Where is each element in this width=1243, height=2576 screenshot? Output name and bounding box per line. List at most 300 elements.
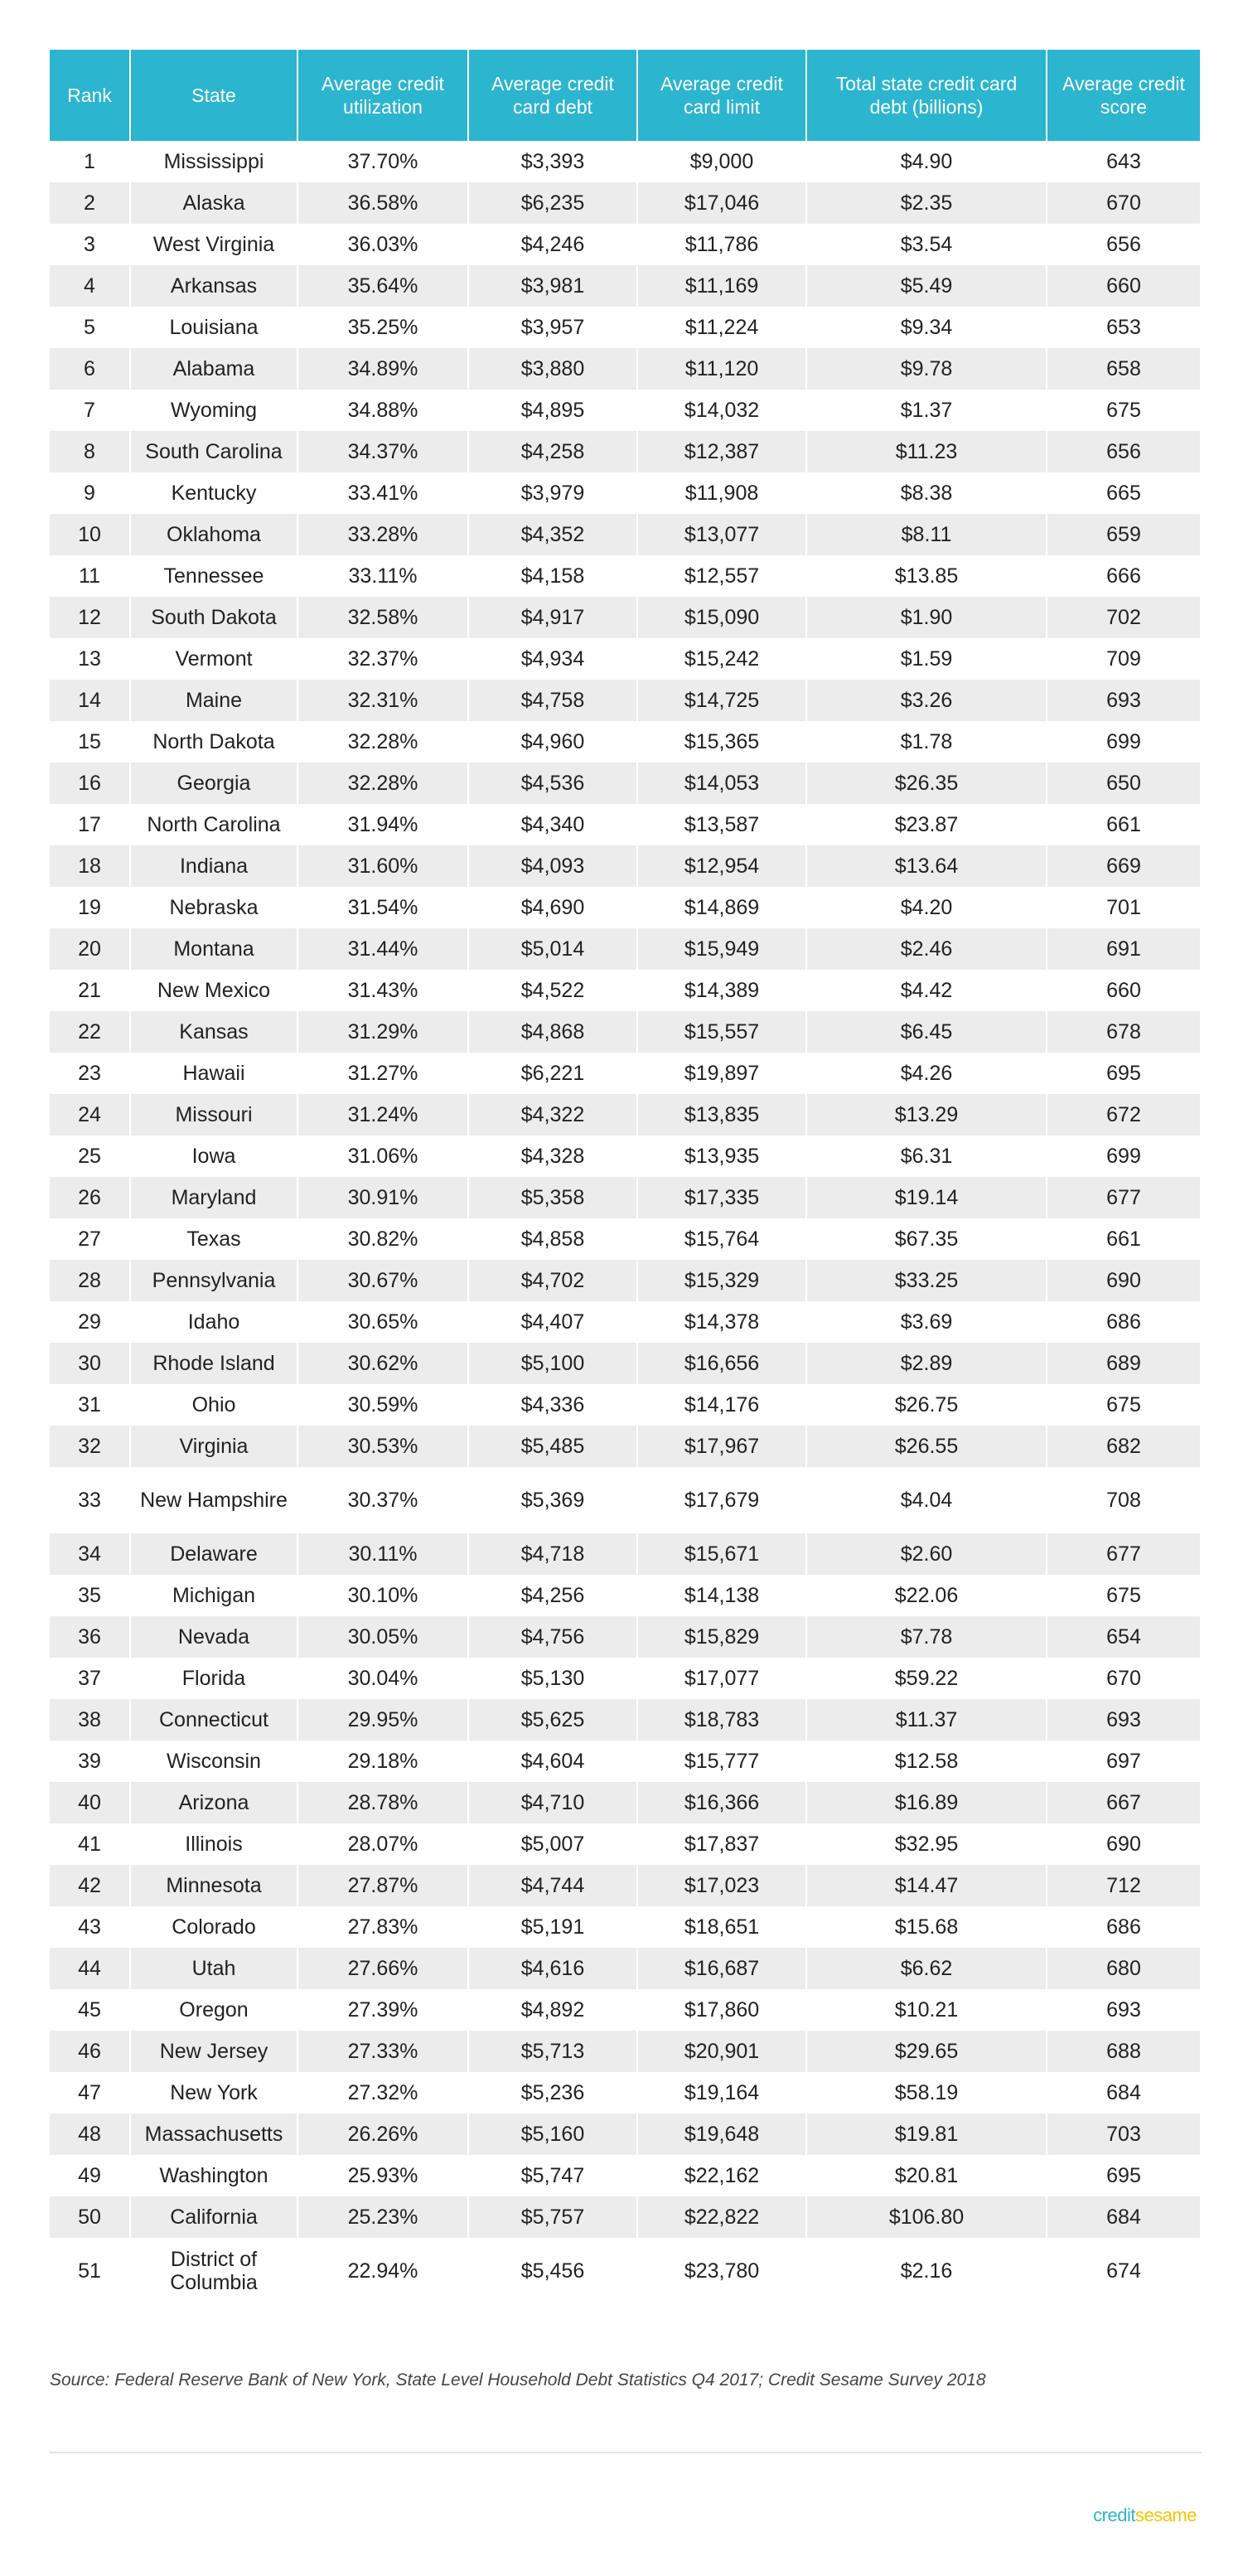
cell-total-debt: $7.78 xyxy=(807,1616,1047,1658)
cell-avg-limit: $19,164 xyxy=(638,2072,807,2114)
cell-avg-limit: $17,679 xyxy=(638,1467,807,1533)
cell-total-debt: $8.11 xyxy=(807,514,1047,555)
table-row xyxy=(50,2238,1200,2304)
cell-avg-debt: $5,130 xyxy=(469,1658,638,1699)
cell-score: 695 xyxy=(1047,1053,1200,1094)
cell-avg-limit: $14,053 xyxy=(638,763,807,804)
cell-state: Connecticut xyxy=(131,1699,298,1741)
cell-score: 693 xyxy=(1047,1989,1200,2031)
cell-score: 675 xyxy=(1047,1384,1200,1426)
cell-state: Massachusetts xyxy=(131,2114,298,2155)
cell-rank: 10 xyxy=(50,514,131,555)
cell-avg-limit: $14,389 xyxy=(638,970,807,1011)
table-row xyxy=(50,1989,1200,2031)
cell-utilization: 27.83% xyxy=(298,1906,469,1948)
table-row xyxy=(50,390,1200,431)
cell-total-debt: $22.06 xyxy=(807,1575,1047,1616)
cell-avg-limit: $12,387 xyxy=(638,431,807,472)
cell-rank: 6 xyxy=(50,348,131,390)
cell-rank: 13 xyxy=(50,638,131,680)
cell-rank: 5 xyxy=(50,307,131,348)
cell-rank: 37 xyxy=(50,1658,131,1699)
cell-avg-debt: $4,322 xyxy=(469,1094,638,1135)
cell-state: Ohio xyxy=(131,1384,298,1426)
cell-state: Arkansas xyxy=(131,265,298,307)
cell-total-debt: $2.16 xyxy=(807,2238,1047,2304)
cell-score: 691 xyxy=(1047,928,1200,970)
cell-utilization: 30.37% xyxy=(298,1467,469,1533)
cell-total-debt: $15.68 xyxy=(807,1906,1047,1948)
cell-rank: 30 xyxy=(50,1343,131,1384)
cell-avg-limit: $13,935 xyxy=(638,1135,807,1177)
cell-avg-debt: $4,744 xyxy=(469,1865,638,1906)
cell-score: 643 xyxy=(1047,141,1200,182)
cell-rank: 7 xyxy=(50,390,131,431)
cell-utilization: 27.66% xyxy=(298,1948,469,1989)
cell-avg-limit: $17,335 xyxy=(638,1177,807,1218)
cell-utilization: 30.53% xyxy=(298,1426,469,1467)
cell-state: Iowa xyxy=(131,1135,298,1177)
cell-avg-debt: $4,710 xyxy=(469,1782,638,1823)
cell-total-debt: $19.81 xyxy=(807,2114,1047,2155)
cell-total-debt: $67.35 xyxy=(807,1218,1047,1260)
cell-score: 670 xyxy=(1047,182,1200,224)
cell-total-debt: $1.37 xyxy=(807,390,1047,431)
cell-avg-debt: $5,485 xyxy=(469,1426,638,1467)
table-row xyxy=(50,555,1200,597)
cell-avg-limit: $15,764 xyxy=(638,1218,807,1260)
cell-rank: 51 xyxy=(50,2238,131,2304)
cell-state: Virginia xyxy=(131,1426,298,1467)
header-avg-limit: Average credit card limit xyxy=(638,50,807,141)
cell-utilization: 30.11% xyxy=(298,1533,469,1575)
cell-utilization: 34.37% xyxy=(298,431,469,472)
cell-utilization: 31.27% xyxy=(298,1053,469,1094)
cell-score: 699 xyxy=(1047,1135,1200,1177)
cell-utilization: 28.78% xyxy=(298,1782,469,1823)
cell-avg-debt: $5,007 xyxy=(469,1823,638,1865)
cell-score: 701 xyxy=(1047,887,1200,928)
cell-score: 653 xyxy=(1047,307,1200,348)
cell-utilization: 34.88% xyxy=(298,390,469,431)
table-row xyxy=(50,1658,1200,1699)
table-row xyxy=(50,224,1200,265)
cell-total-debt: $19.14 xyxy=(807,1177,1047,1218)
cell-total-debt: $9.78 xyxy=(807,348,1047,390)
cell-rank: 23 xyxy=(50,1053,131,1094)
cell-utilization: 31.29% xyxy=(298,1011,469,1053)
cell-utilization: 25.93% xyxy=(298,2155,469,2196)
cell-total-debt: $13.85 xyxy=(807,555,1047,597)
table-row xyxy=(50,1782,1200,1823)
table-row xyxy=(50,348,1200,390)
cell-avg-limit: $17,967 xyxy=(638,1426,807,1467)
cell-rank: 24 xyxy=(50,1094,131,1135)
cell-avg-limit: $15,090 xyxy=(638,597,807,638)
cell-score: 690 xyxy=(1047,1260,1200,1301)
cell-state: Maryland xyxy=(131,1177,298,1218)
cell-avg-debt: $4,407 xyxy=(469,1301,638,1343)
cell-avg-limit: $22,822 xyxy=(638,2196,807,2238)
cell-avg-debt: $4,336 xyxy=(469,1384,638,1426)
cell-score: 656 xyxy=(1047,224,1200,265)
cell-state: Wisconsin xyxy=(131,1741,298,1782)
cell-utilization: 35.64% xyxy=(298,265,469,307)
table-row xyxy=(50,431,1200,472)
table-row xyxy=(50,1823,1200,1865)
cell-score: 686 xyxy=(1047,1301,1200,1343)
cell-avg-limit: $15,777 xyxy=(638,1741,807,1782)
table-row xyxy=(50,1741,1200,1782)
cell-state: Washington xyxy=(131,2155,298,2196)
cell-avg-debt: $4,522 xyxy=(469,970,638,1011)
cell-rank: 17 xyxy=(50,804,131,845)
cell-utilization: 32.28% xyxy=(298,763,469,804)
cell-score: 660 xyxy=(1047,970,1200,1011)
cell-total-debt: $106.80 xyxy=(807,2196,1047,2238)
table-row xyxy=(50,721,1200,763)
cell-total-debt: $4.90 xyxy=(807,141,1047,182)
cell-utilization: 30.67% xyxy=(298,1260,469,1301)
cell-avg-debt: $4,690 xyxy=(469,887,638,928)
cell-state: Alabama xyxy=(131,348,298,390)
cell-utilization: 30.82% xyxy=(298,1218,469,1260)
cell-total-debt: $5.49 xyxy=(807,265,1047,307)
cell-score: 677 xyxy=(1047,1533,1200,1575)
logo-part-sesame: sesame xyxy=(1134,2505,1197,2525)
cell-total-debt: $4.04 xyxy=(807,1467,1047,1533)
cell-total-debt: $6.62 xyxy=(807,1948,1047,1989)
cell-total-debt: $14.47 xyxy=(807,1865,1047,1906)
cell-score: 688 xyxy=(1047,2031,1200,2072)
cell-state: Indiana xyxy=(131,845,298,887)
logo-part-credit: credit xyxy=(1093,2505,1135,2525)
cell-avg-debt: $4,256 xyxy=(469,1575,638,1616)
cell-rank: 22 xyxy=(50,1011,131,1053)
cell-rank: 42 xyxy=(50,1865,131,1906)
cell-avg-debt: $5,100 xyxy=(469,1343,638,1384)
cell-state: Alaska xyxy=(131,182,298,224)
table-row xyxy=(50,2155,1200,2196)
cell-state: Utah xyxy=(131,1948,298,1989)
cell-utilization: 33.28% xyxy=(298,514,469,555)
cell-score: 703 xyxy=(1047,2114,1200,2155)
cell-rank: 32 xyxy=(50,1426,131,1467)
cell-utilization: 32.28% xyxy=(298,721,469,763)
cell-score: 693 xyxy=(1047,680,1200,721)
cell-avg-debt: $4,702 xyxy=(469,1260,638,1301)
cell-score: 659 xyxy=(1047,514,1200,555)
cell-avg-debt: $5,713 xyxy=(469,2031,638,2072)
table-body xyxy=(50,141,1200,2304)
cell-rank: 45 xyxy=(50,1989,131,2031)
cell-rank: 4 xyxy=(50,265,131,307)
header-rank: Rank xyxy=(50,50,131,141)
table-row xyxy=(50,680,1200,721)
cell-utilization: 30.10% xyxy=(298,1575,469,1616)
cell-total-debt: $11.23 xyxy=(807,431,1047,472)
cell-avg-debt: $4,718 xyxy=(469,1533,638,1575)
cell-utilization: 36.58% xyxy=(298,182,469,224)
header-avg-debt: Average credit card debt xyxy=(469,50,638,141)
cell-score: 695 xyxy=(1047,2155,1200,2196)
cell-utilization: 31.43% xyxy=(298,970,469,1011)
table-row xyxy=(50,1426,1200,1467)
cell-rank: 38 xyxy=(50,1699,131,1741)
cell-avg-limit: $17,046 xyxy=(638,182,807,224)
cell-score: 699 xyxy=(1047,721,1200,763)
cell-state: New Mexico xyxy=(131,970,298,1011)
cell-total-debt: $33.25 xyxy=(807,1260,1047,1301)
table-row xyxy=(50,1948,1200,1989)
cell-avg-limit: $15,829 xyxy=(638,1616,807,1658)
credit-stats-table xyxy=(50,50,1200,2304)
table-row xyxy=(50,1575,1200,1616)
table-row xyxy=(50,1865,1200,1906)
cell-avg-debt: $6,221 xyxy=(469,1053,638,1094)
cell-rank: 27 xyxy=(50,1218,131,1260)
cell-avg-debt: $4,604 xyxy=(469,1741,638,1782)
table-row xyxy=(50,928,1200,970)
cell-rank: 35 xyxy=(50,1575,131,1616)
cell-avg-limit: $13,835 xyxy=(638,1094,807,1135)
cell-avg-limit: $14,725 xyxy=(638,680,807,721)
credit-sesame-logo xyxy=(1093,2505,1197,2526)
cell-avg-limit: $15,557 xyxy=(638,1011,807,1053)
cell-avg-debt: $4,868 xyxy=(469,1011,638,1053)
cell-rank: 3 xyxy=(50,224,131,265)
cell-avg-limit: $17,023 xyxy=(638,1865,807,1906)
cell-avg-limit: $14,869 xyxy=(638,887,807,928)
cell-utilization: 32.31% xyxy=(298,680,469,721)
cell-total-debt: $26.75 xyxy=(807,1384,1047,1426)
cell-score: 661 xyxy=(1047,1218,1200,1260)
cell-total-debt: $9.34 xyxy=(807,307,1047,348)
cell-total-debt: $4.42 xyxy=(807,970,1047,1011)
cell-rank: 11 xyxy=(50,555,131,597)
cell-score: 656 xyxy=(1047,431,1200,472)
cell-utilization: 27.32% xyxy=(298,2072,469,2114)
cell-avg-limit: $20,901 xyxy=(638,2031,807,2072)
cell-rank: 1 xyxy=(50,141,131,182)
cell-score: 658 xyxy=(1047,348,1200,390)
cell-avg-debt: $4,858 xyxy=(469,1218,638,1260)
cell-utilization: 31.06% xyxy=(298,1135,469,1177)
cell-state: Arizona xyxy=(131,1782,298,1823)
cell-utilization: 33.11% xyxy=(298,555,469,597)
cell-avg-debt: $5,747 xyxy=(469,2155,638,2196)
cell-state: Vermont xyxy=(131,638,298,680)
table-row xyxy=(50,1467,1200,1533)
header-avg-score: Average credit score xyxy=(1047,50,1200,141)
table-row xyxy=(50,1094,1200,1135)
cell-avg-debt: $4,340 xyxy=(469,804,638,845)
cell-total-debt: $23.87 xyxy=(807,804,1047,845)
cell-score: 678 xyxy=(1047,1011,1200,1053)
cell-avg-limit: $15,949 xyxy=(638,928,807,970)
divider xyxy=(50,2452,1202,2453)
cell-total-debt: $10.21 xyxy=(807,1989,1047,2031)
cell-avg-debt: $3,979 xyxy=(469,472,638,514)
table-row xyxy=(50,1384,1200,1426)
cell-avg-limit: $11,120 xyxy=(638,348,807,390)
table-row xyxy=(50,307,1200,348)
cell-utilization: 31.54% xyxy=(298,887,469,928)
cell-avg-limit: $18,651 xyxy=(638,1906,807,1948)
cell-total-debt: $29.65 xyxy=(807,2031,1047,2072)
cell-total-debt: $2.60 xyxy=(807,1533,1047,1575)
cell-rank: 46 xyxy=(50,2031,131,2072)
cell-total-debt: $20.81 xyxy=(807,2155,1047,2196)
cell-state: Michigan xyxy=(131,1575,298,1616)
table-row xyxy=(50,887,1200,928)
table-container xyxy=(50,50,1200,2304)
cell-rank: 16 xyxy=(50,763,131,804)
cell-state: South Carolina xyxy=(131,431,298,472)
cell-score: 672 xyxy=(1047,1094,1200,1135)
cell-avg-debt: $4,892 xyxy=(469,1989,638,2031)
cell-rank: 8 xyxy=(50,431,131,472)
cell-state: New York xyxy=(131,2072,298,2114)
cell-avg-debt: $5,191 xyxy=(469,1906,638,1948)
cell-total-debt: $58.19 xyxy=(807,2072,1047,2114)
cell-utilization: 29.18% xyxy=(298,1741,469,1782)
cell-avg-debt: $4,758 xyxy=(469,680,638,721)
cell-rank: 44 xyxy=(50,1948,131,1989)
cell-utilization: 35.25% xyxy=(298,307,469,348)
cell-state: Nebraska xyxy=(131,887,298,928)
cell-score: 650 xyxy=(1047,763,1200,804)
cell-state: California xyxy=(131,2196,298,2238)
cell-score: 693 xyxy=(1047,1699,1200,1741)
cell-score: 712 xyxy=(1047,1865,1200,1906)
cell-rank: 33 xyxy=(50,1467,131,1533)
table-row xyxy=(50,472,1200,514)
cell-avg-debt: $5,160 xyxy=(469,2114,638,2155)
cell-avg-limit: $15,329 xyxy=(638,1260,807,1301)
cell-utilization: 34.89% xyxy=(298,348,469,390)
cell-rank: 19 xyxy=(50,887,131,928)
cell-state: District of Columbia xyxy=(131,2238,298,2304)
cell-state: Colorado xyxy=(131,1906,298,1948)
cell-rank: 29 xyxy=(50,1301,131,1343)
cell-avg-limit: $16,687 xyxy=(638,1948,807,1989)
cell-utilization: 30.04% xyxy=(298,1658,469,1699)
cell-avg-debt: $4,616 xyxy=(469,1948,638,1989)
cell-total-debt: $32.95 xyxy=(807,1823,1047,1865)
cell-utilization: 27.39% xyxy=(298,1989,469,2031)
cell-rank: 20 xyxy=(50,928,131,970)
cell-state: Wyoming xyxy=(131,390,298,431)
cell-total-debt: $11.37 xyxy=(807,1699,1047,1741)
table-row xyxy=(50,638,1200,680)
cell-score: 709 xyxy=(1047,638,1200,680)
cell-utilization: 30.59% xyxy=(298,1384,469,1426)
cell-avg-limit: $19,648 xyxy=(638,2114,807,2155)
cell-state: Kentucky xyxy=(131,472,298,514)
cell-avg-limit: $14,378 xyxy=(638,1301,807,1343)
cell-utilization: 31.24% xyxy=(298,1094,469,1135)
cell-total-debt: $16.89 xyxy=(807,1782,1047,1823)
cell-rank: 2 xyxy=(50,182,131,224)
cell-score: 680 xyxy=(1047,1948,1200,1989)
cell-rank: 40 xyxy=(50,1782,131,1823)
cell-avg-limit: $16,366 xyxy=(638,1782,807,1823)
cell-utilization: 30.91% xyxy=(298,1177,469,1218)
cell-state: Rhode Island xyxy=(131,1343,298,1384)
cell-state: Illinois xyxy=(131,1823,298,1865)
cell-state: Tennessee xyxy=(131,555,298,597)
cell-utilization: 28.07% xyxy=(298,1823,469,1865)
cell-total-debt: $13.64 xyxy=(807,845,1047,887)
cell-rank: 9 xyxy=(50,472,131,514)
cell-score: 677 xyxy=(1047,1177,1200,1218)
cell-avg-limit: $14,176 xyxy=(638,1384,807,1426)
cell-avg-debt: $3,880 xyxy=(469,348,638,390)
cell-utilization: 25.23% xyxy=(298,2196,469,2238)
cell-state: New Jersey xyxy=(131,2031,298,2072)
cell-score: 661 xyxy=(1047,804,1200,845)
cell-avg-limit: $9,000 xyxy=(638,141,807,182)
cell-avg-limit: $13,077 xyxy=(638,514,807,555)
table-row xyxy=(50,1616,1200,1658)
cell-state: Mississippi xyxy=(131,141,298,182)
cell-score: 702 xyxy=(1047,597,1200,638)
cell-avg-debt: $5,014 xyxy=(469,928,638,970)
cell-utilization: 32.37% xyxy=(298,638,469,680)
cell-rank: 21 xyxy=(50,970,131,1011)
table-row xyxy=(50,514,1200,555)
table-row xyxy=(50,1053,1200,1094)
cell-score: 684 xyxy=(1047,2196,1200,2238)
cell-rank: 41 xyxy=(50,1823,131,1865)
cell-avg-debt: $4,536 xyxy=(469,763,638,804)
table-row xyxy=(50,845,1200,887)
cell-rank: 47 xyxy=(50,2072,131,2114)
cell-avg-limit: $18,783 xyxy=(638,1699,807,1741)
cell-total-debt: $26.35 xyxy=(807,763,1047,804)
table-row xyxy=(50,2072,1200,2114)
cell-total-debt: $6.45 xyxy=(807,1011,1047,1053)
cell-total-debt: $4.20 xyxy=(807,887,1047,928)
cell-avg-limit: $12,557 xyxy=(638,555,807,597)
cell-rank: 34 xyxy=(50,1533,131,1575)
table-row xyxy=(50,265,1200,307)
cell-rank: 18 xyxy=(50,845,131,887)
cell-utilization: 31.60% xyxy=(298,845,469,887)
table-row xyxy=(50,1906,1200,1948)
cell-rank: 26 xyxy=(50,1177,131,1218)
cell-score: 670 xyxy=(1047,1658,1200,1699)
cell-avg-debt: $6,235 xyxy=(469,182,638,224)
cell-utilization: 31.94% xyxy=(298,804,469,845)
cell-avg-debt: $4,917 xyxy=(469,597,638,638)
cell-utilization: 33.41% xyxy=(298,472,469,514)
cell-total-debt: $13.29 xyxy=(807,1094,1047,1135)
cell-avg-debt: $5,358 xyxy=(469,1177,638,1218)
cell-rank: 48 xyxy=(50,2114,131,2155)
cell-total-debt: $1.78 xyxy=(807,721,1047,763)
cell-score: 684 xyxy=(1047,2072,1200,2114)
cell-avg-limit: $15,671 xyxy=(638,1533,807,1575)
cell-avg-limit: $11,786 xyxy=(638,224,807,265)
cell-utilization: 36.03% xyxy=(298,224,469,265)
cell-score: 667 xyxy=(1047,1782,1200,1823)
cell-score: 708 xyxy=(1047,1467,1200,1533)
cell-score: 675 xyxy=(1047,1575,1200,1616)
cell-state: Louisiana xyxy=(131,307,298,348)
cell-avg-limit: $23,780 xyxy=(638,2238,807,2304)
